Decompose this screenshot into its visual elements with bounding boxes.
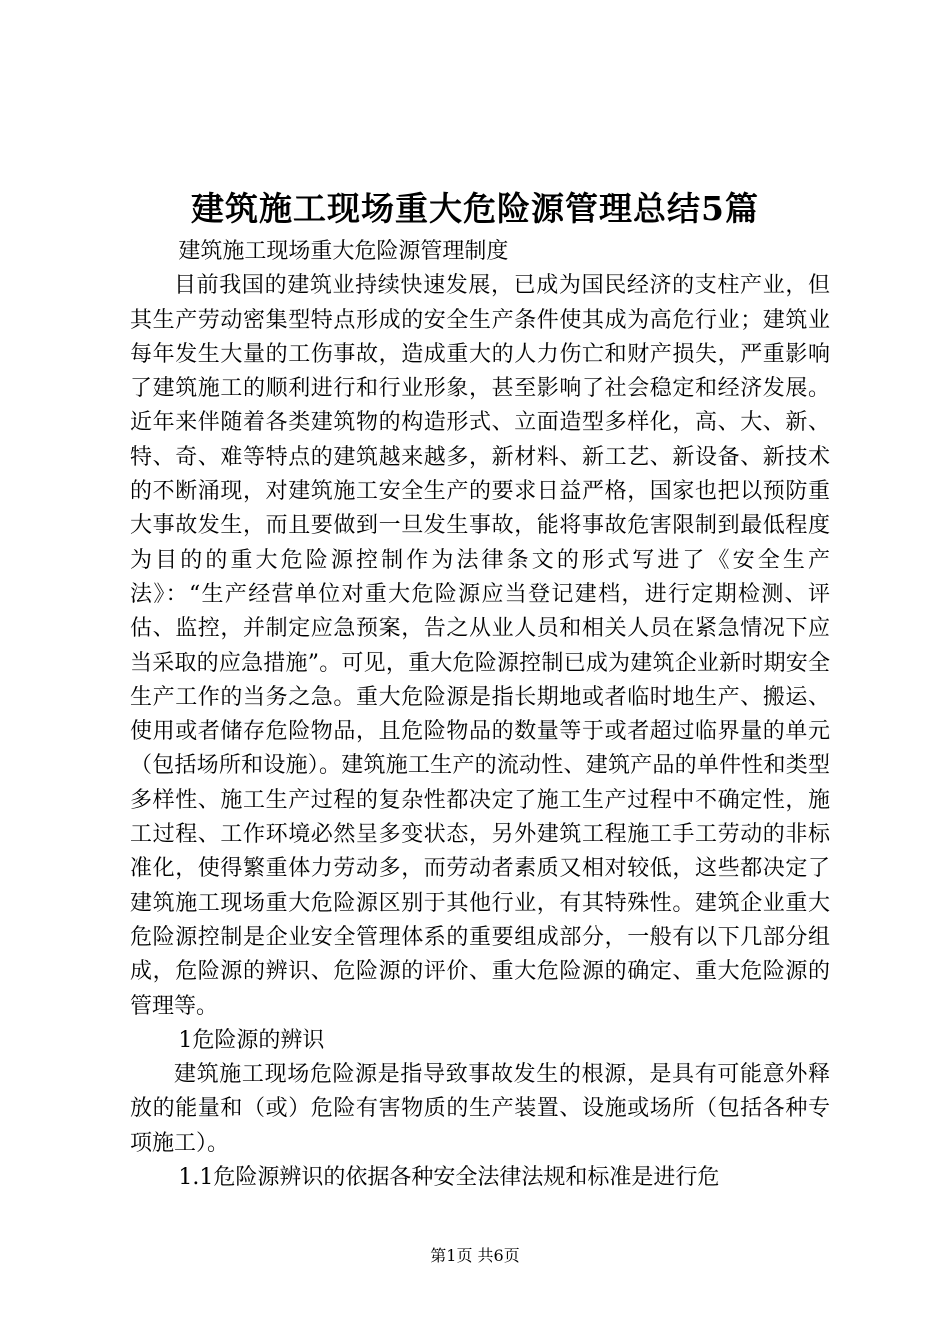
document-title: 建筑施工现场重大危险源管理总结5篇: [191, 189, 759, 228]
body-paragraph-identification-basis: 1.1危险源辨识的依据各种安全法律法规和标准是进行危: [178, 1165, 720, 1191]
body-paragraph-intro: 目前我国的建筑业持续快速发展，已成为国民经济的支柱产业，但其生产劳动密集型特点形成的安全生产条件使其成为高危行业；建筑业每年发生大量的工伤事故，造成重大的人力伤亡和财产损失，严重影响了建筑施工的顺利进行和行业形象，甚至影响了社会稳定和经济发展。近年来伴随着各类建筑物的构造形式、立面造型多样化，高、大、新、特、奇、难等特点的建筑越来越多，新材料、新工艺、新设备、新技术的不断涌现，对建筑施工安全生产的要求日益严格，国家也把以预防重大事故发生，而且要做到一旦发生事故，能将事故危害限制到最低程度为目的的重大危险源控制作为法律条文的形式写进了《安全生产法》：“生产经营单位对重大危险源应当登记建档，进行定期检测、评估、监控，并制定应急预案，告之从业人员和相关人员在紧急情况下应当采取的应急措施”。可见，重大危险源控制已成为建筑企业新时期安全生产工作的当务之急。重大危险源是指长期地或者临时地生产、搬运、使用或者储存危险物品，且危险物品的数量等于或者超过临界量的单元（包括场所和设施）。建筑施工生产的流动性、建筑产品的单件性和类型多样性、施工生产过程的复杂性都决定了施工生产过程中不确定性，施工过程、工作环境必然呈多变状态，另外建筑工程施工手工劳动的非标准化，使得繁重体力劳动多，而劳动者素质又相对较低，这些都决定了建筑施工现场重大危险源区别于其他行业，有其特殊性。建筑企业重大危险源控制是企业安全管理体系的重要组成部分，一般有以下几部分组成，危险源的辨识、危险源的评价、重大危险源的确定、重大危险源的管理等。: [130, 273, 830, 1019]
body-paragraph-hazard-definition: 建筑施工现场危险源是指导致事故发生的根源，是具有可能意外释放的能量和（或）危险有害物质的生产装置、设施或场所（包括各种专项施工）。: [130, 1062, 830, 1156]
section-heading-hazard-identification: 1危险源的辨识: [178, 1027, 325, 1053]
document-body: [130, 235, 830, 1195]
section-heading-management-system: 建筑施工现场重大危险源管理制度: [178, 239, 509, 264]
page-footer-page-number: 第1页 共6页: [430, 1246, 520, 1265]
